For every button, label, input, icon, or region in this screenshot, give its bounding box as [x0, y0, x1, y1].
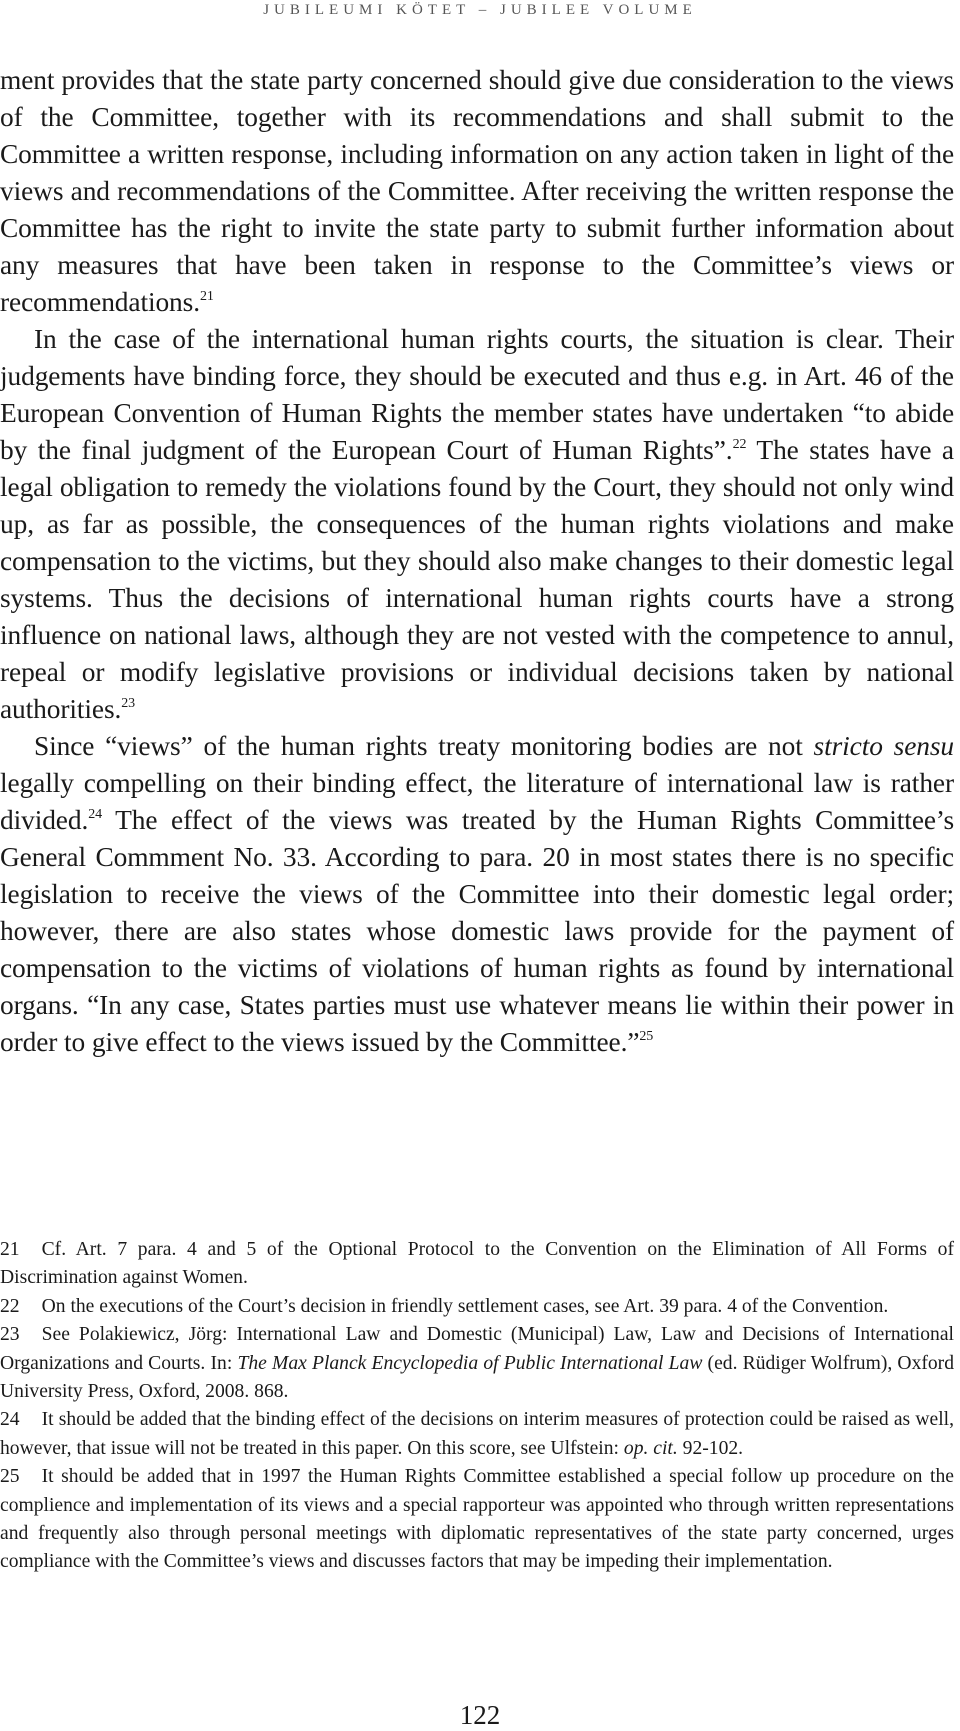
footnote-ref[interactable]: 24 [88, 807, 103, 822]
footnote: 25 It should be added that in 1997 the Human Rights Committee established a special follow up procedure on the complience and implementation of its views and a special rapporteur was appointed who through written representations and frequently also through personal meetings with diplomatic representatives of the state party concerned, urges compliance with the Committee’s views and discusses factors that may be impeding their implementation. [0, 1466, 954, 1573]
footnote-ref[interactable]: 25 [639, 1029, 654, 1044]
running-head: JUBILEUMI KÖTET – JUBILEE VOLUME [263, 2, 697, 18]
footnote-number: 22 [0, 1295, 20, 1317]
footnote-number: 25 [0, 1466, 20, 1488]
footnote-ref[interactable]: 23 [121, 696, 136, 711]
footnote-number: 23 [0, 1324, 20, 1346]
footnote-number: 21 [0, 1239, 20, 1260]
footnote: 22 On the executions of the Court’s decision in friendly settlement cases, see Art. 39 para. 4 of the Convention. [0, 1295, 889, 1317]
paragraph: Since “views” of the human rights treaty monitoring bodies are not stricto sensu legally compelling on their binding effect, the literature of international law is rather divided.$^{24}$ The effect of the views was treated by the Human Rights Committee’s General Commment No. 33. According to para. 20 in most states there is no specific legislation to receive the views of the Committee into their domestic legal order; however, there are also states whose domestic laws provide for the payment of compensation to the victims of violations of human rights as found by international organs. “In any case, States parties must use whatever means lie within their power in order to give effect to the views issued by the Committee.”$^{25}$ [0, 731, 954, 1057]
footnote-number: 24 [0, 1409, 20, 1431]
footnote-ref[interactable]: 21 [199, 289, 214, 304]
paragraph: In the case of the international human rights courts, the situation is clear. Their judgements have binding force, they should be executed and thus e.g. in Art. 46 of the European Convention of Human Rights the member states have undertaken “to abide by the final judgment of the European Court of Human Rights”.$^{22}$ The states have a legal obligation to remedy the violations found by the Court, they should not only wind up, as far as possible, the consequences of the human rights violations and make compensation to the victims, but they should also make changes to their domestic legal systems. Thus the decisions of international human rights courts have a strong influence on national laws, although they are not vested with the competence to annul, repeal or modify legislative provisions or individual decisions taken by national authorities.$^{23}$ [0, 324, 954, 724]
footnote: 21 Cf. Art. 7 para. 4 and 5 of the Optional Protocol to the Convention on the Elimination of All Forms of Discrimination against Women. [0, 1239, 954, 1289]
footnote: 23 See Polakiewicz, Jörg: International Law and Domestic (Municipal) Law, Law and Decisions of International Organizations and Courts. In: The Max Planck Encyclopedia of Public International Law (ed. Rüdiger Wolfrum), Oxford University Press, Oxford, 2008. 868. [0, 1324, 955, 1403]
footnote: 24 It should be added that the binding effect of the decisions on interim measures of protection could be raised as well, however, that issue will not be treated in this paper. On this score, see Ulfstein: op. cit. 92-102. [0, 1409, 954, 1459]
paragraph: ment provides that the state party concerned should give due consideration to the views of the Committee, together with its recommendations and shall submit to the Committee a written response, including information on any action taken in light of the views and recommendations of the Committee. After receiving the written response the Committee has the right to invite the state party to submit further information about any measures that have been taken in response to the Committee’s views or recommendations.$^{21}$ [0, 65, 954, 317]
footnotes [0, 1236, 954, 1577]
page-number: 122 [459, 1700, 501, 1730]
footnote-ref[interactable]: 22 [732, 437, 747, 452]
main-text [0, 62, 954, 1061]
